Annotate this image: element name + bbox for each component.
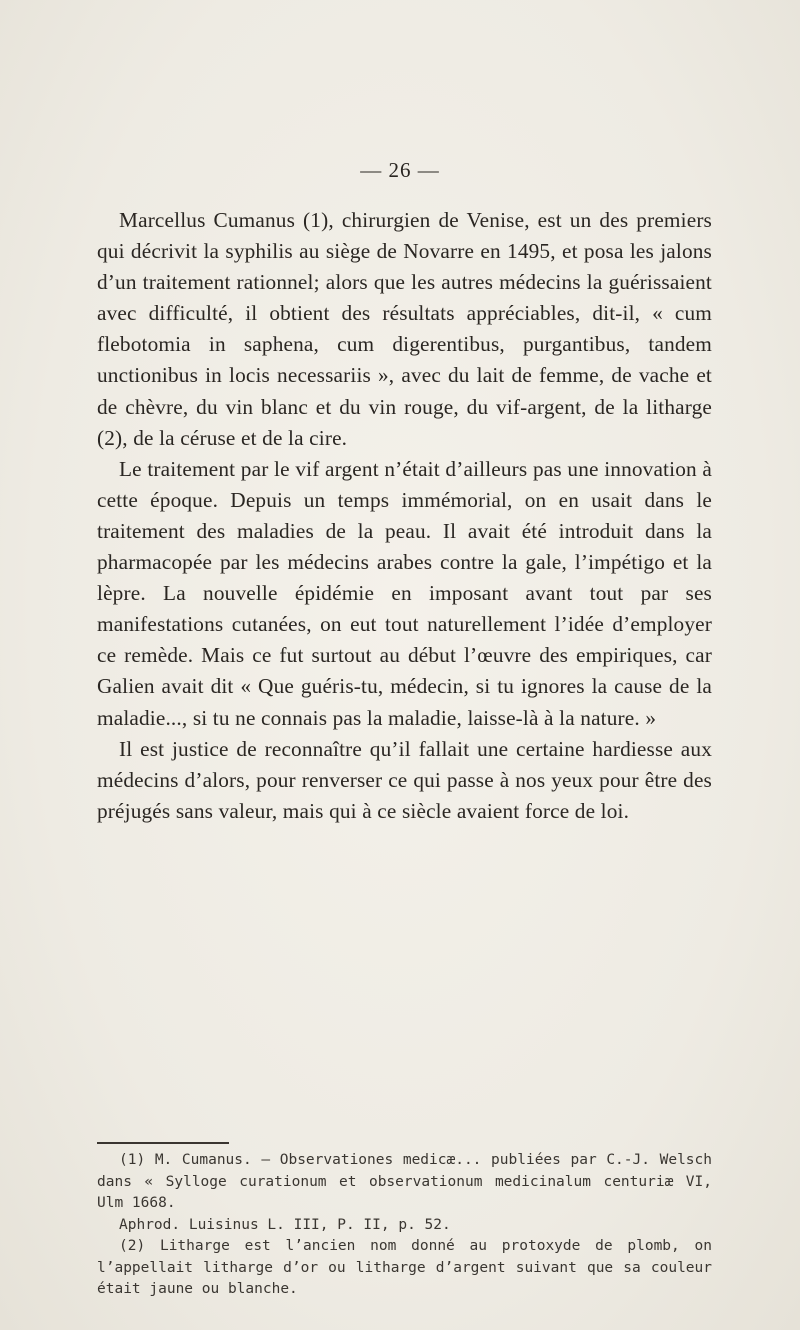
footnotes bbox=[97, 1150, 712, 1301]
paragraph-cumanus: Marcellus Cumanus (1), chirurgien de Venise, est un des premiers qui décrivit la syphilis au siège de Novarre en 1495, et posa les jalons d’un traitement rationnel; alors que les autres médecins la guérissaient avec difficulté, il obtient des résultats appréciables, dit-il, « cum flebotomia in saphena, cum digerentibus, purgantibus, tandem unctionibus in locis necessariis », avec du lait de femme, de vache et de chèvre, du vin blanc et du vin rouge, du vif-argent, de la litharge (2), de la céruse et de la cire. bbox=[97, 208, 712, 450]
footnote-1: (1) M. Cumanus. — Observationes medicæ... publiées par C.-J. Welsch dans « Sylloge curationum et observationum medicinalum centuriæ VI, Ulm 1668. bbox=[97, 1152, 712, 1211]
footnote-1-continued: Aphrod. Luisinus L. III, P. II, p. 52. bbox=[119, 1216, 451, 1233]
paragraph-hardiesse: Il est justice de reconnaître qu’il fallait une certaine hardiesse aux médecins d’alors, pour renverser ce qui passe à nos yeux pour être des préjugés sans valeur, mais qui à ce siècle avaient force de loi. bbox=[97, 736, 712, 823]
page-number: — 26 — bbox=[360, 158, 440, 182]
footnote-2: (2) Litharge est l’ancien nom donné au protoxyde de plomb, on l’appellait litharge d’or ou litharge d’argent suivant que sa couleur était jaune ou blanche. bbox=[97, 1238, 712, 1297]
body-text bbox=[97, 205, 712, 827]
footnote-divider bbox=[97, 1142, 229, 1144]
paragraph-vif-argent: Le traitement par le vif argent n’était d’ailleurs pas une innovation à cette époque. Depuis un temps immémorial, on en usait dans le traitement des maladies de la peau. Il avait été introduit dans la pharmacopée par les médecins arabes contre la gale, l’impétigo et la lèpre. La nouvelle épidémie en imposant avant tout par ses manifestations cutanées, on eut tout naturellement l’idée d’employer ce remède. Mais ce fut surtout au début l’œuvre des empiriques, car Galien avait dit « Que guéris-tu, médecin, si tu ignores la cause de la maladie..., si tu ne connais pas la maladie, laisse-là à la nature. » bbox=[97, 456, 712, 730]
